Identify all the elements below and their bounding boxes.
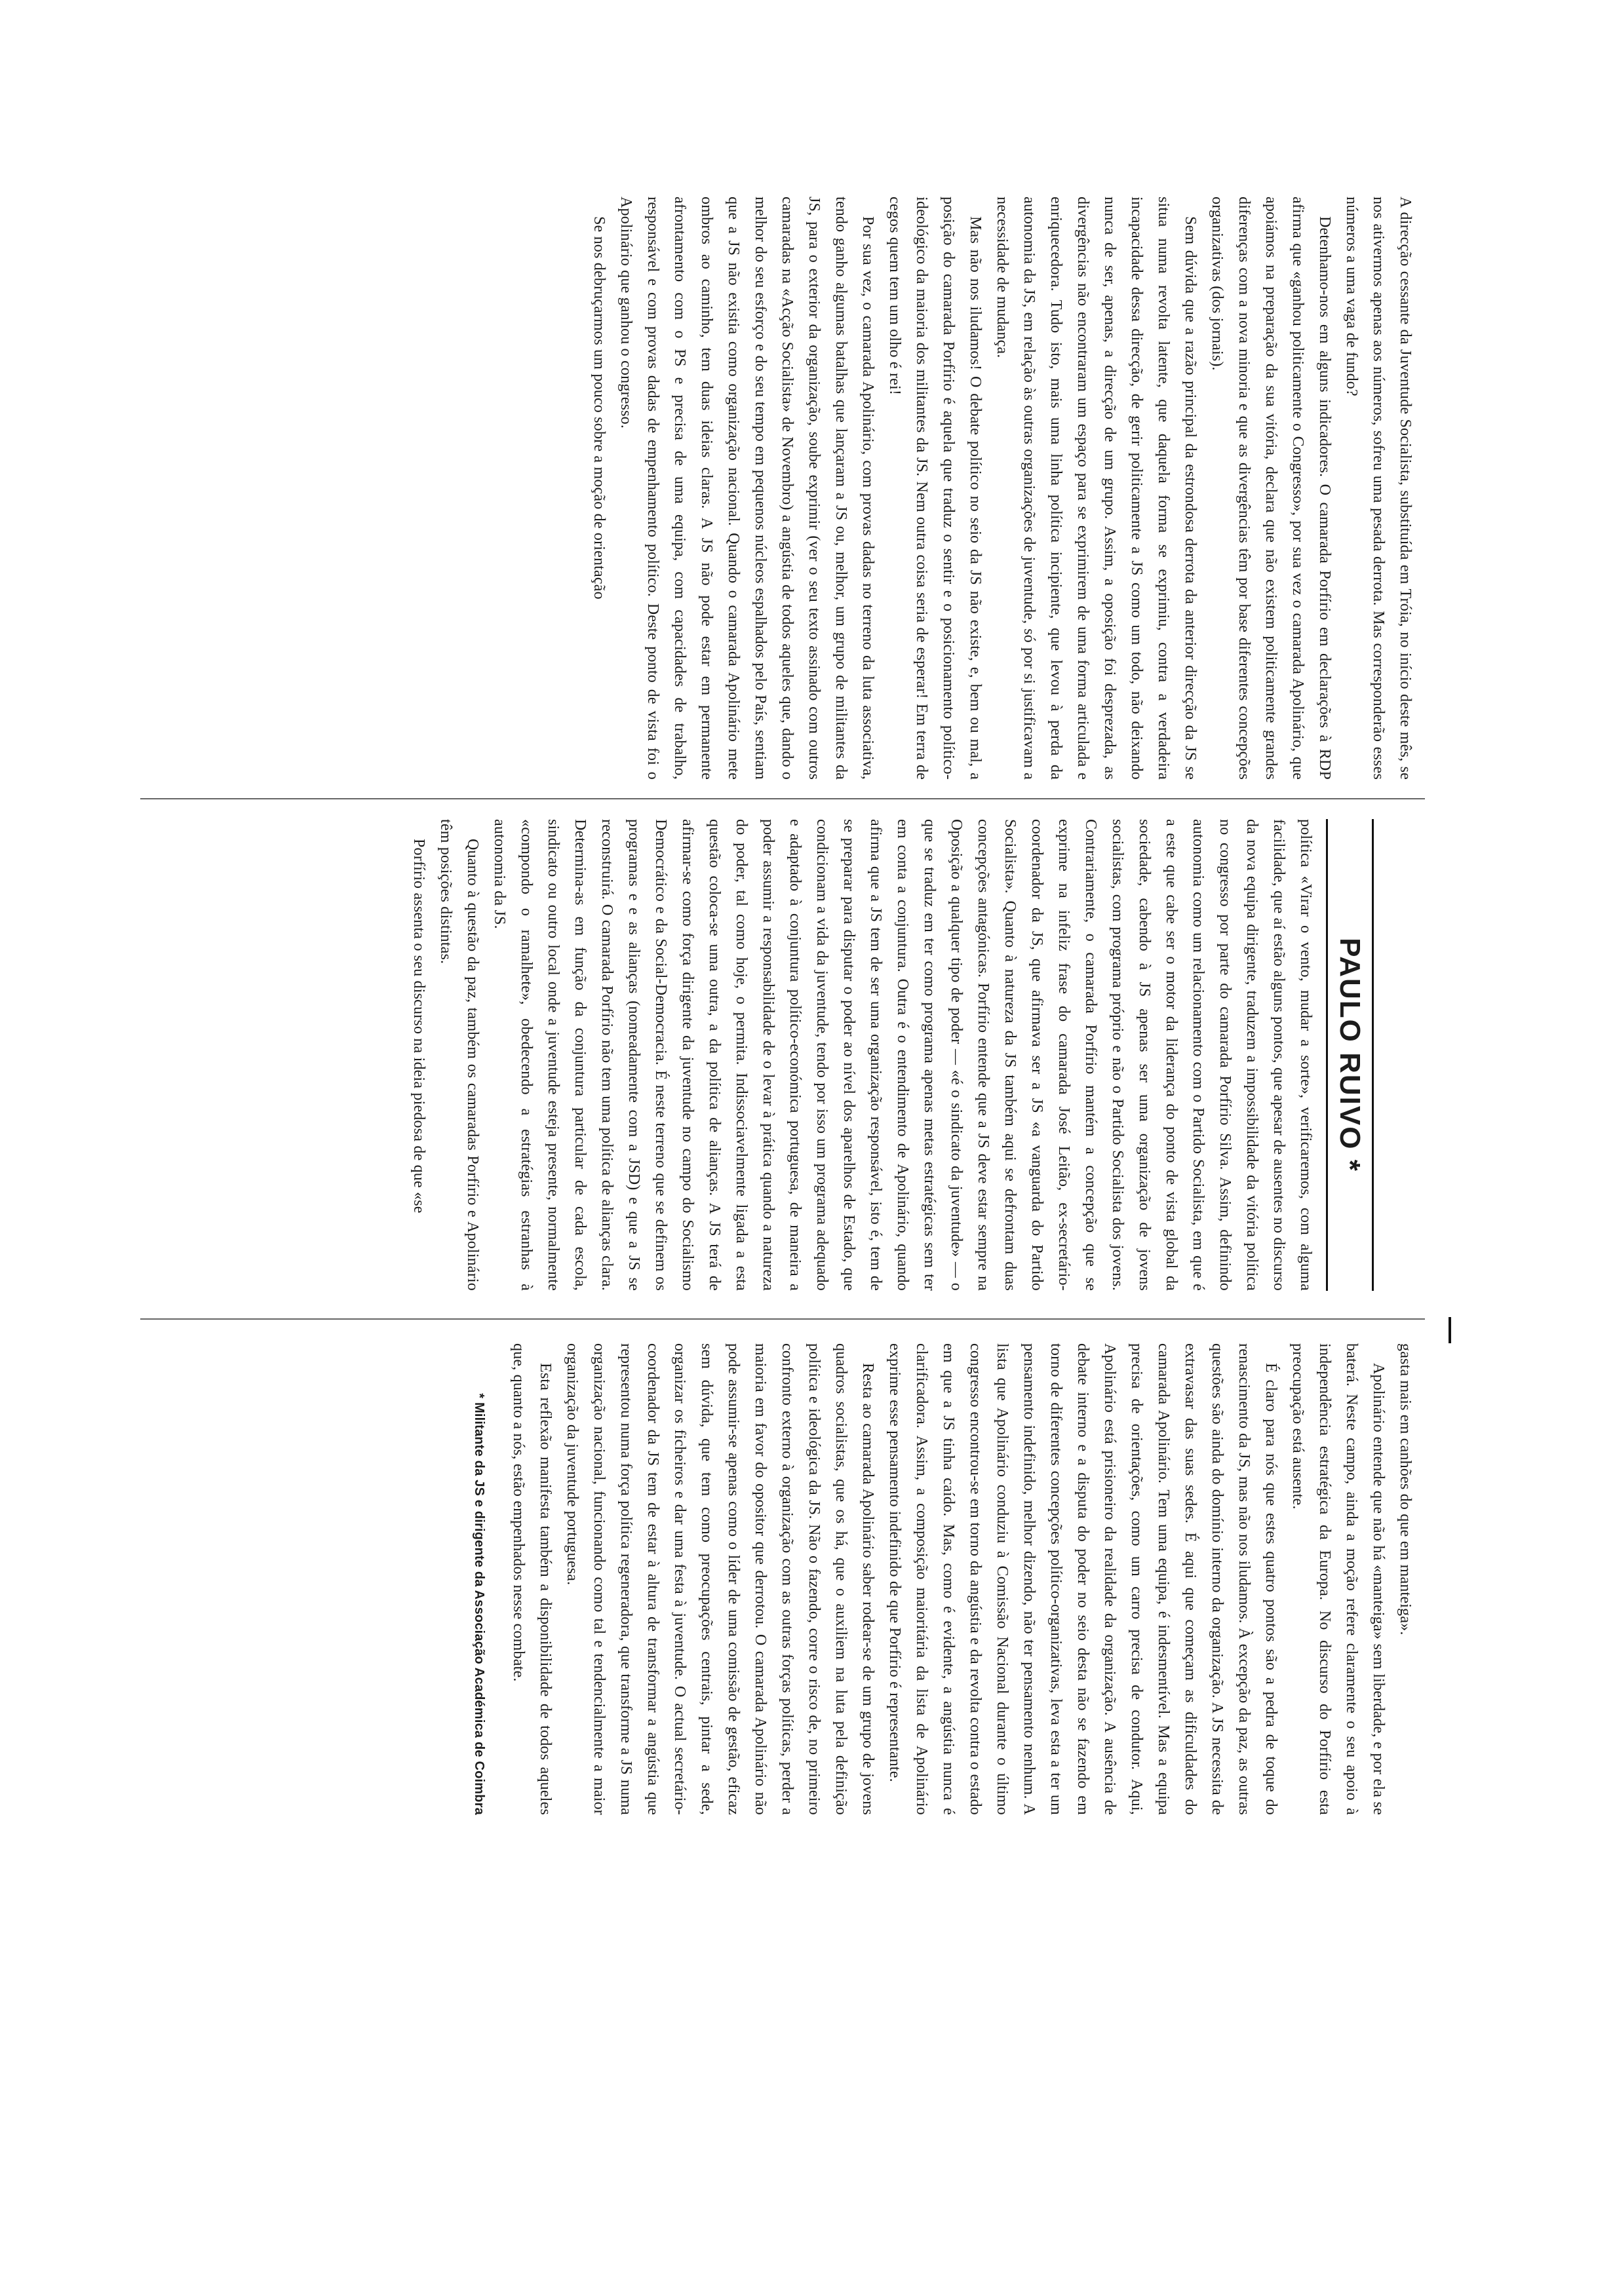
column-corner-mark xyxy=(1449,1317,1451,1343)
paragraph: Esta reflexão manifesta também a disponibilidade de todos aqueles que, quanto a nós, estão empenhados nesse combate. xyxy=(510,1343,554,1815)
paragraph: Apolinário entende que não há «manteiga» sem liberdade, e por ela se baterá. Neste campo, ainda a moção refere claramente o seu apoio à independência estratégica da Europa. No discurso do Porfírio esta preocupação está ausente. xyxy=(1289,1343,1387,1815)
paragraph: Resta ao camarada Apolinário saber rodear-se de um grupo de jovens quadros socialistas, que os há, que o auxiliem na luta pela definição política e ideológica da JS. Não o fazendo, corre o risco de, no primeiro confronto externo à organização com as outras forças políticas, perder a maioria em favor do opositor que derrotou. O camarada Apolinário não pode assumir-se apenas como o líder de uma comissão de gestão, eficaz sem dúvida, que tem como preocupações centrais, pintar a sede, organizar os ficheiros e dar uma festa à juventude. O actual secretário-coordenador da JS tem de estar à altura de transformar a angústia que representou numa força política regeneradora, que transforme a JS numa organização nacional, funcionando como tal e tendencialmente a maior organização da juventude portuguesa. xyxy=(564,1343,876,1815)
paragraph: política «Virar o vento, mudar a sorte», verificaremos, com alguma facilidade, que aí estão alguns pontos, que apesar de ausentes no discurso da nova equipa dirigente, traduzem a impossibilidade da vitória política no congresso por parte do camarada Porfírio Silva. Assim, definindo autonomia como um relacionamento com o Partido Socialista, em que é a este que cabe ser o motor da liderança do ponto de vista global da sociedade, cabendo à JS apenas ser uma organização de jovens socialistas, com programa próprio e não o Partido Socialista dos jovens. Contrariamente, o camarada Porfírio mantém a concepção que se exprime na infeliz frase do camarada José Leitão, ex-secretário-coordenador da JS, que afirmava ser a JS «a vanguarda do Partido Socialista». Quanto à natureza da JS também aqui se defrontam duas concepções antagónicas. Porfírio entende que a JS deve estar sempre na Oposição a qualquer tipo de poder — «é o sindicato da juventude» — o que se traduz em ter como programa apenas metas estratégicas sem ter em conta a conjuntura. Outra é o entendimento de Apolinário, quando afirma que a JS tem de ser uma organização responsável, isto é, tem de se preparar para disputar o poder ao nível dos aparelhos de Estado, que condicionam a vida da juventude, tendo por isso um programa adequado e adaptado à conjuntura político-económica portuguesa, de maneira a poder assumir a responsabilidade de o levar à prática quando a natureza do poder, tal como hoje, o permita. Indissociavelmente ligada a esta questão coloca-se uma outra, a da política de alianças. A JS terá de afirmar-se como força dirigente da juventude no campo do Socialismo Democrático e da Social-Democracia. É neste terreno que se definem os programas e e as alianças (nomeadamente com a JSD) e que a JS se reconstruirá. O camarada Porfírio não tem uma política de alianças clara. Determina-as em função da conjuntura particular de cada escola, sindicato ou outro local onde a juventude esteja presente, normalmente «compondo o ramalhete», obedecendo a estratégias estranhas à autonomia da JS. xyxy=(491,819,1314,1291)
paragraph: Se nos debruçarmos um pouco sobre a moção de orientação xyxy=(591,216,608,600)
paragraph: Quanto à questão da paz, também os camaradas Porfírio e Apolinário têm posições distintas. xyxy=(437,819,481,1291)
text-column-1 xyxy=(585,197,1418,780)
paragraph: Mas não nos iludamos! O debate político no seio da JS não existe, e, bem ou mal, a posição do camarada Porfírio é aquela que traduz o sentir e o posicionamento político-ideológico da maioria dos militantes da JS. Nem outra coisa seria de esperar! Em terra de cegos quem tem um olho é rei! xyxy=(886,197,984,780)
paragraph: A direcção cessante da Juventude Socialista, substituída em Tróia, no início deste mês, se nos ativermos apenas aos números, sofreu uma pesada derrota. Mas corresponderão esses números a uma vaga de fundo? xyxy=(1343,197,1414,780)
paragraph: Detenhamo-nos em alguns indicadores. O camarada Porfírio em declarações à RDP afirma que «ganhou politicamente o Congresso», por sua vez o camarada Apolinário, que apoiámos na preparação da sua vitória, declara que não existem politicamente grandes diferenças com a nova minoria e que as divergências têm por base diferentes concepções organizativas (dos jornais). xyxy=(1209,197,1333,780)
paragraph: Porfírio assenta o seu discurso na ideia piedosa de que «se xyxy=(410,839,427,1214)
author-footnote: * Militante da JS e dirigente da Associação Académica de Coimbra xyxy=(472,1393,486,1815)
column-divider xyxy=(140,798,1425,799)
text-column-2 xyxy=(405,819,1319,1291)
header-rule-bottom xyxy=(1326,819,1328,1291)
header-rule-top xyxy=(1372,819,1374,1291)
column-divider xyxy=(140,1318,1425,1320)
article-header xyxy=(1323,819,1451,1291)
paragraph: É claro para nós que estes quatro pontos são a pedra de toque do renascimento da JS, mas não nos iludamos. À excepção da paz, as outras questões são ainda do domínio interno da organização. A JS necessita de extravasar das suas sedes. É aqui que começam as dificuldades do camarada Apolinário. Tem uma equipa, é indesmentível. Mas a equipa precisa de orientações, como um carro precisa de condutor. Aqui, Apolinário está prisioneiro da realidade da organização. A ausência de debate interno e a disputa do poder no seio desta não se fazendo em torno de diferentes concepções político-organizativas, leva esta a ter um pensamento indefinido, melhor dizendo, não ter pensamento nenhum. A lista que Apolinário conduziu à Comissão Nacional durante o último congresso encontrou-se em torno da angústia e da revolta contra o estado em que a JS tinha caído. Mas, como é evidente, a angústia nunca é clarificadora. Assim, a composição maioritária da lista de Apolinário exprime esse pensamento indefinido de que Porfírio é representante. xyxy=(886,1343,1279,1815)
paragraph: Sem dúvida que a razão principal da estrondosa derrota da anterior direcção da JS se situa numa revolta latente, que daquela forma se exprimiu, contra a verdadeira incapacidade dessa direcção, de gerir politicamente a JS como um todo, não deixando nunca de ser, apenas, a direcção de um grupo. Assim, a oposição foi desprezada, as divergências não encontraram um espaço para se exprimirem de uma forma articulada e enriquecedora. Tudo isto, mais uma linha política incipiente, que levou à perda da autonomia da JS, em relação às outras organizações de juventude, só por si justificavam a necessidade de mudança. xyxy=(994,197,1199,780)
text-column-3 xyxy=(469,1343,1418,1815)
author-byline: PAULO RUIVO * xyxy=(1334,938,1366,1172)
paragraph: Por sua vez, o camarada Apolinário, com provas dadas no terreno da luta associativa, tendo ganho algumas batalhas que lançaram a JS ou, melhor, um grupo de militantes da JS, para o exterior da organização, soube exprimir (ver o seu texto assinado com outros camaradas na «Acção Socialista» de Novembro) a angústia de todos aqueles que, dando o melhor do seu esforço e do seu tempo em pequenos núcleos espalhados pelo País, sentiam que a JS não existia como organização nacional. Quando o camarada Apolinário mete ombros ao caminho, tem duas ideias claras. A JS não pode estar em permanente afrontamento com o PS e precisa de uma equipa, com capacidades de trabalho, responsável e com provas dadas de empenhamento político. Deste ponto de vista foi o Apolinário que ganhou o congresso. xyxy=(617,197,876,780)
paragraph: gasta mais em canhões do que em manteiga». xyxy=(1397,1343,1414,1636)
